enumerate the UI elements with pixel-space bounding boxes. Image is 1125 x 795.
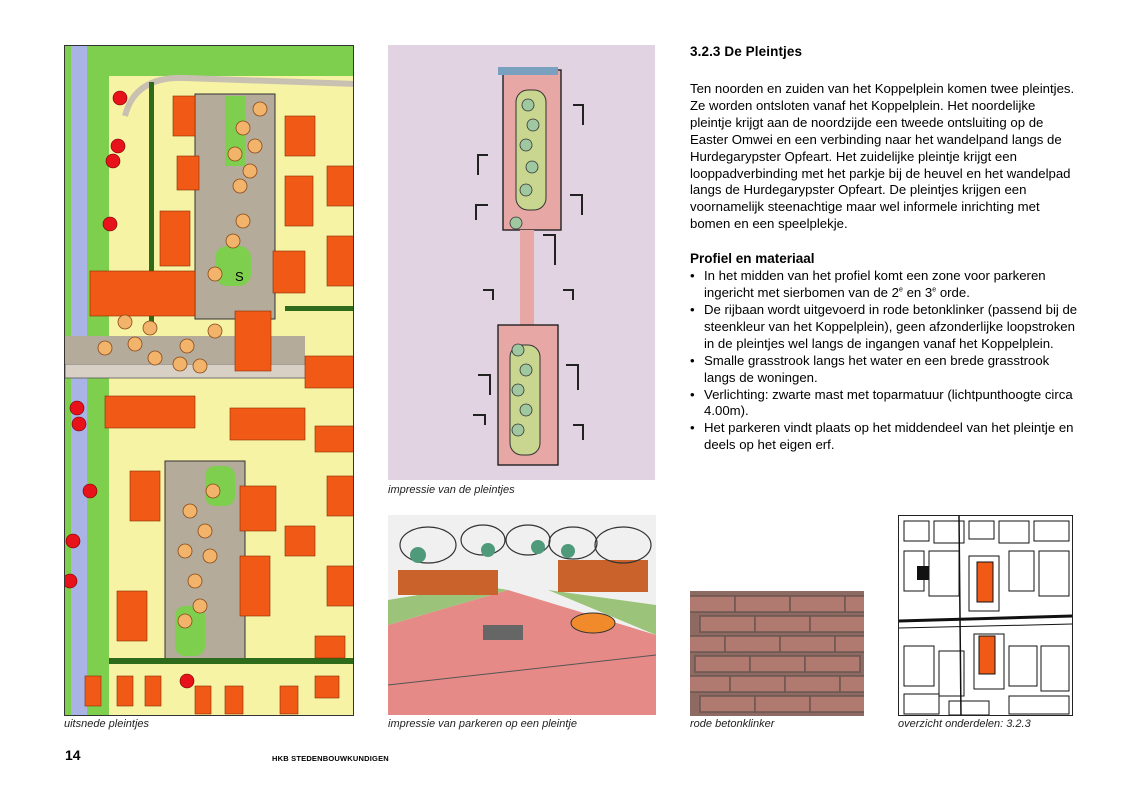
bullet-item: • Het parkeren vindt plaats op het middendeel van het pleintje en deels op het eigen erf.: [704, 420, 1080, 454]
intro-paragraph: Ten noorden en zuiden van het Koppelplein komen twee pleintjes. Ze worden ontsloten vanaf het Koppelplein. Het noordelijke pleintje krijgt aan de noordzijde een tweede ontsluiting op de Easter Omwei en een verbinding naar het wandelpand langs de Hurdegarypster Opfeart. Het zuidelijke pleintje krijgt een looppadverbinding met het parkje bij de heuvel en het wandelpad langs de Hurdegarypster Opfeart. De pleintjes krijgen een voornamelijk steenachtige maar wel informele inrichting met bomen en een speelplekje.: [690, 81, 1075, 232]
bullet-item: • Smalle grasstrook langs het water en een brede grasstrook langs de woningen.: [704, 353, 1080, 387]
caption-brick: rode betonklinker: [690, 718, 775, 730]
caption-overview: overzicht onderdelen: 3.2.3: [898, 718, 1031, 730]
bullet-item: • De rijbaan wordt uitgevoerd in rode betonklinker (passend bij de steenkleur van het Koppelplein), geen afzonderlijke loopstroken in de pleintjes wel langs de ingangen vanaf het Koppelplein.: [704, 302, 1080, 353]
playground-label: S: [235, 269, 244, 284]
bullet-item: • In het midden van het profiel komt een zone voor parkeren ingericht met sierbomen van de 2e en 3e orde.: [704, 268, 1080, 302]
caption-site-plan: uitsnede pleintjes: [64, 718, 150, 730]
brick-pattern: [690, 591, 864, 716]
sketch-drawing: [388, 45, 655, 480]
text-column: [690, 44, 1080, 454]
bullet-list: [690, 268, 1080, 454]
subsection-heading: Profiel en materiaal: [690, 251, 815, 267]
section-heading: 3.2.3 De Pleintjes: [690, 44, 803, 59]
site-plan-map: [64, 45, 354, 716]
parking-drawing: [388, 515, 656, 715]
overview-map: [898, 515, 1073, 716]
overview-drawing: [899, 516, 1073, 716]
bullet-item: • Verlichting: zwarte mast met toparmatuur (lichtpunthoogte circa 4.00m).: [704, 387, 1080, 421]
page-number: 14: [65, 747, 81, 763]
site-plan-drawing: [65, 46, 354, 716]
brick-paving-photo: [690, 591, 864, 716]
sketch-plein-impression: [388, 45, 655, 480]
firm-name: HKB STEDENBOUWKUNDIGEN: [272, 754, 389, 763]
parking-perspective-sketch: [388, 515, 656, 715]
caption-sketch: impressie van de pleintjes: [388, 484, 515, 496]
caption-parking: impressie van parkeren op een pleintje: [388, 718, 577, 730]
